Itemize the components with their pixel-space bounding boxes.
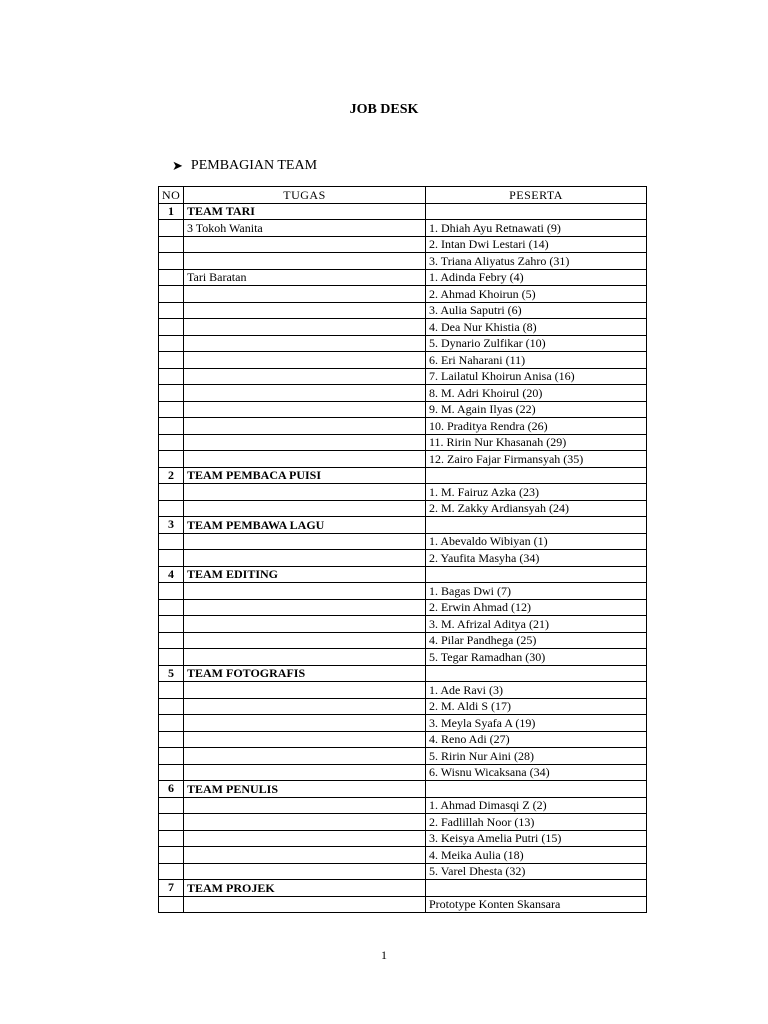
cell-no (159, 533, 184, 550)
cell-peserta (426, 880, 647, 897)
cell-no (159, 649, 184, 666)
cell-no (159, 682, 184, 699)
table-row (159, 550, 647, 567)
cell-peserta (426, 517, 647, 534)
job-desk-table (158, 186, 647, 913)
cell-peserta: 1. Dhiah Ayu Retnawati (9) (426, 220, 647, 237)
table-row (159, 616, 647, 633)
table-row (159, 418, 647, 435)
cell-no (159, 434, 184, 451)
cell-peserta: 3. Aulia Saputri (6) (426, 302, 647, 319)
cell-tugas (184, 302, 426, 319)
cell-peserta: 2. Erwin Ahmad (12) (426, 599, 647, 616)
cell-no (159, 731, 184, 748)
cell-tugas (184, 797, 426, 814)
cell-tugas (184, 401, 426, 418)
cell-no (159, 698, 184, 715)
team-row (159, 203, 647, 220)
cell-no: 4 (159, 566, 184, 583)
cell-no (159, 616, 184, 633)
cell-peserta: 6. Wisnu Wicaksana (34) (426, 764, 647, 781)
team-row (159, 566, 647, 583)
cell-no: 5 (159, 665, 184, 682)
cell-tugas (184, 451, 426, 468)
cell-no: 3 (159, 517, 184, 534)
cell-no (159, 385, 184, 402)
cell-peserta: 9. M. Again Ilyas (22) (426, 401, 647, 418)
table-row (159, 830, 647, 847)
cell-tugas (184, 484, 426, 501)
cell-peserta (426, 665, 647, 682)
cell-peserta: 10. Praditya Rendra (26) (426, 418, 647, 435)
cell-no (159, 847, 184, 864)
table-row (159, 335, 647, 352)
table-row (159, 401, 647, 418)
cell-no (159, 335, 184, 352)
table-row (159, 500, 647, 517)
table-row (159, 896, 647, 913)
cell-no (159, 319, 184, 336)
cell-no (159, 269, 184, 286)
table-row (159, 236, 647, 253)
table-row (159, 220, 647, 237)
table-row (159, 847, 647, 864)
cell-tugas (184, 583, 426, 600)
team-row (159, 880, 647, 897)
section-heading (172, 158, 317, 174)
table-row (159, 286, 647, 303)
table-row (159, 319, 647, 336)
cell-no (159, 764, 184, 781)
cell-tugas (184, 632, 426, 649)
cell-tugas (184, 385, 426, 402)
cell-peserta: 4. Meika Aulia (18) (426, 847, 647, 864)
page-number: 1 (381, 948, 387, 962)
cell-team-name: TEAM EDITING (184, 566, 426, 583)
team-row (159, 517, 647, 534)
table-row (159, 599, 647, 616)
cell-tugas: Tari Baratan (184, 269, 426, 286)
cell-no (159, 484, 184, 501)
cell-no (159, 302, 184, 319)
table-row (159, 863, 647, 880)
cell-tugas (184, 434, 426, 451)
cell-no (159, 352, 184, 369)
cell-tugas (184, 863, 426, 880)
cell-peserta: 3. Meyla Syafa A (19) (426, 715, 647, 732)
table-row (159, 434, 647, 451)
cell-peserta: 2. M. Zakky Ardiansyah (24) (426, 500, 647, 517)
cell-team-name: TEAM PEMBAWA LAGU (184, 517, 426, 534)
table-row (159, 302, 647, 319)
cell-peserta: Prototype Konten Skansara (426, 896, 647, 913)
cell-peserta: 8. M. Adri Khoirul (20) (426, 385, 647, 402)
cell-peserta: 5. Tegar Ramadhan (30) (426, 649, 647, 666)
cell-team-name: TEAM TARI (184, 203, 426, 220)
section-heading-text: PEMBAGIAN TEAM (190, 158, 318, 173)
header-peserta: PESERTA (426, 187, 647, 204)
table-row (159, 649, 647, 666)
cell-tugas (184, 319, 426, 336)
cell-no (159, 286, 184, 303)
cell-team-name: TEAM PROJEK (184, 880, 426, 897)
cell-no (159, 451, 184, 468)
table-row (159, 269, 647, 286)
cell-peserta: 1. Adinda Febry (4) (426, 269, 647, 286)
cell-tugas (184, 814, 426, 831)
team-row (159, 467, 647, 484)
cell-peserta: 5. Ririn Nur Aini (28) (426, 748, 647, 765)
cell-no (159, 599, 184, 616)
cell-no (159, 500, 184, 517)
cell-no (159, 583, 184, 600)
cell-no (159, 368, 184, 385)
table-row (159, 748, 647, 765)
cell-tugas (184, 764, 426, 781)
table-row (159, 715, 647, 732)
table-row (159, 698, 647, 715)
document-title: JOB DESK (349, 102, 419, 117)
cell-tugas (184, 830, 426, 847)
cell-peserta: 5. Dynario Zulfikar (10) (426, 335, 647, 352)
cell-no (159, 401, 184, 418)
table-row (159, 368, 647, 385)
table-row (159, 814, 647, 831)
cell-tugas (184, 698, 426, 715)
cell-peserta: 5. Varel Dhesta (32) (426, 863, 647, 880)
cell-tugas (184, 599, 426, 616)
table-row (159, 797, 647, 814)
cell-peserta: 4. Reno Adi (27) (426, 731, 647, 748)
cell-no: 6 (159, 781, 184, 798)
table-row (159, 385, 647, 402)
cell-peserta: 1. Abevaldo Wibiyan (1) (426, 533, 647, 550)
cell-team-name: TEAM PEMBACA PUISI (184, 467, 426, 484)
table-row (159, 764, 647, 781)
cell-peserta: 2. Intan Dwi Lestari (14) (426, 236, 647, 253)
team-row (159, 665, 647, 682)
cell-tugas (184, 368, 426, 385)
cell-no (159, 830, 184, 847)
cell-peserta: 2. M. Aldi S (17) (426, 698, 647, 715)
header-tugas: TUGAS (184, 187, 426, 204)
cell-no (159, 863, 184, 880)
cell-no (159, 550, 184, 567)
cell-tugas (184, 500, 426, 517)
cell-peserta: 6. Eri Naharani (11) (426, 352, 647, 369)
cell-tugas (184, 649, 426, 666)
cell-no: 1 (159, 203, 184, 220)
cell-tugas: 3 Tokoh Wanita (184, 220, 426, 237)
cell-peserta: 3. Keisya Amelia Putri (15) (426, 830, 647, 847)
cell-peserta (426, 203, 647, 220)
arrow-bullet-icon: ➤ (172, 158, 183, 173)
cell-tugas (184, 847, 426, 864)
table-row (159, 253, 647, 270)
cell-no (159, 632, 184, 649)
cell-tugas (184, 550, 426, 567)
cell-peserta: 12. Zairo Fajar Firmansyah (35) (426, 451, 647, 468)
cell-tugas (184, 418, 426, 435)
table-row (159, 352, 647, 369)
cell-tugas (184, 236, 426, 253)
cell-peserta: 3. Triana Aliyatus Zahro (31) (426, 253, 647, 270)
cell-no (159, 748, 184, 765)
cell-peserta: 7. Lailatul Khoirun Anisa (16) (426, 368, 647, 385)
cell-peserta: 11. Ririn Nur Khasanah (29) (426, 434, 647, 451)
cell-peserta: 2. Yaufita Masyha (34) (426, 550, 647, 567)
cell-tugas (184, 896, 426, 913)
cell-peserta: 4. Dea Nur Khistia (8) (426, 319, 647, 336)
cell-tugas (184, 335, 426, 352)
cell-peserta (426, 467, 647, 484)
cell-peserta: 1. Ahmad Dimasqi Z (2) (426, 797, 647, 814)
table-row (159, 632, 647, 649)
cell-peserta: 3. M. Afrizal Aditya (21) (426, 616, 647, 633)
table-row (159, 731, 647, 748)
cell-peserta: 4. Pilar Pandhega (25) (426, 632, 647, 649)
cell-tugas (184, 616, 426, 633)
cell-no (159, 797, 184, 814)
cell-tugas (184, 253, 426, 270)
cell-peserta: 1. Ade Ravi (3) (426, 682, 647, 699)
table-body (159, 203, 647, 913)
cell-no (159, 220, 184, 237)
cell-tugas (184, 286, 426, 303)
cell-peserta: 2. Ahmad Khoirun (5) (426, 286, 647, 303)
cell-no (159, 814, 184, 831)
cell-no: 7 (159, 880, 184, 897)
cell-team-name: TEAM FOTOGRAFIS (184, 665, 426, 682)
table-row (159, 533, 647, 550)
table-row (159, 484, 647, 501)
header-no: NO (159, 187, 184, 204)
cell-no (159, 253, 184, 270)
table-row (159, 451, 647, 468)
cell-tugas (184, 682, 426, 699)
cell-tugas (184, 715, 426, 732)
cell-peserta: 2. Fadlillah Noor (13) (426, 814, 647, 831)
cell-peserta: 1. M. Fairuz Azka (23) (426, 484, 647, 501)
cell-tugas (184, 731, 426, 748)
cell-team-name: TEAM PENULIS (184, 781, 426, 798)
team-row (159, 781, 647, 798)
cell-no (159, 715, 184, 732)
table-row (159, 583, 647, 600)
cell-tugas (184, 352, 426, 369)
table-header-row (159, 187, 647, 204)
cell-no (159, 418, 184, 435)
cell-no (159, 236, 184, 253)
cell-tugas (184, 748, 426, 765)
cell-tugas (184, 533, 426, 550)
cell-peserta: 1. Bagas Dwi (7) (426, 583, 647, 600)
cell-peserta (426, 781, 647, 798)
cell-no (159, 896, 184, 913)
cell-no: 2 (159, 467, 184, 484)
cell-peserta (426, 566, 647, 583)
table-row (159, 682, 647, 699)
